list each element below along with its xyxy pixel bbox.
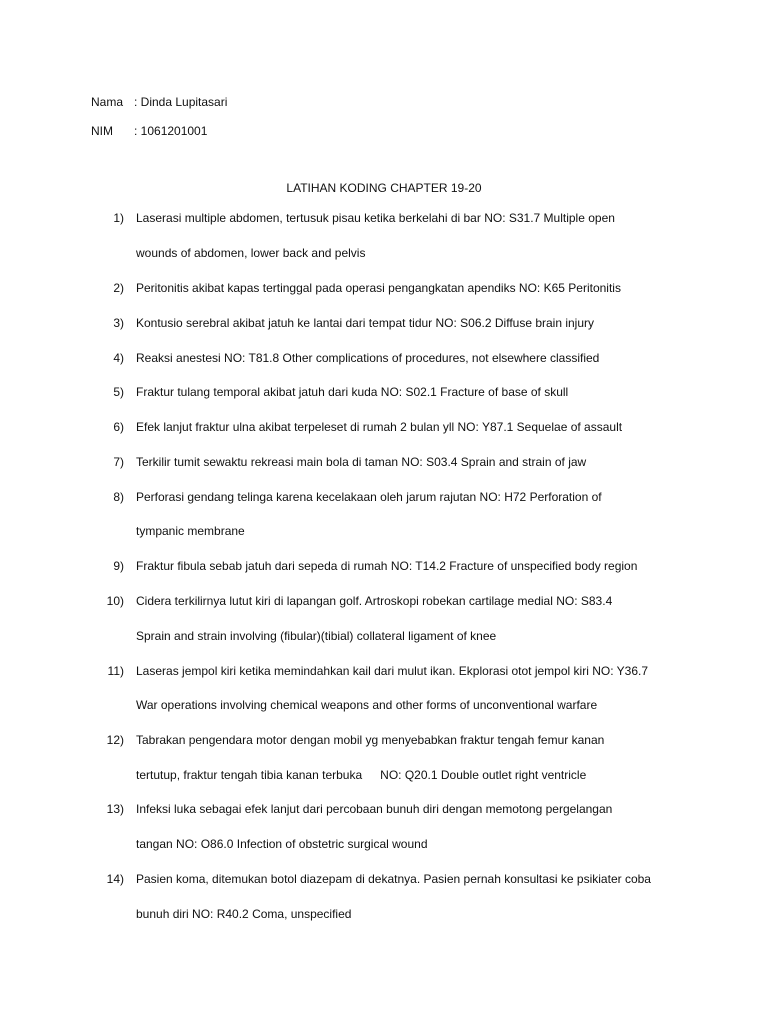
item-number: 14) — [106, 872, 124, 886]
item-text: Peritonitis akibat kapas tertinggal pada operasi pengangkatan apendiks NO: K65 Peritonitis — [136, 281, 621, 295]
item-number: 10) — [106, 594, 124, 608]
item-text: Laseras jempol kiri ketika memindahkan kail dari mulut ikan. Ekplorasi otot jempol kiri NO: Y36.7 — [136, 664, 648, 678]
item-text: Perforasi gendang telinga karena kecelakaan oleh jarum rajutan NO: H72 Perforation of — [136, 490, 602, 504]
item-number: 7) — [113, 455, 124, 469]
item-text-continued: tangan NO: O86.0 Infection of obstetric surgical wound — [136, 837, 428, 851]
item-text-continued — [136, 767, 586, 783]
nim-value: : 1061201001 — [134, 124, 208, 138]
item-text-continued: bunuh diri NO: R40.2 Coma, unspecified — [136, 907, 352, 921]
item-text: Tabrakan pengendara motor dengan mobil yg menyebabkan fraktur tengah femur kanan — [136, 733, 605, 747]
name-label: Nama — [91, 95, 124, 109]
item-number: 8) — [113, 490, 124, 504]
item-number: 12) — [106, 733, 124, 747]
item-number: 11) — [107, 664, 124, 678]
nim-label: NIM — [91, 124, 113, 138]
item-number: 6) — [113, 420, 124, 434]
item-text-continued: wounds of abdomen, lower back and pelvis — [136, 246, 366, 260]
item-text: Kontusio serebral akibat jatuh ke lantai dari tempat tidur NO: S06.2 Diffuse brain injury — [136, 316, 595, 330]
item-number: 13) — [106, 802, 124, 816]
item-text: Reaksi anestesi NO: T81.8 Other complications of procedures, not elsewhere classified — [136, 351, 600, 365]
name-value: : Dinda Lupitasari — [134, 95, 228, 109]
item-code-part: NO: Q20.1 Double outlet right ventricle — [380, 768, 587, 782]
item-text-continued: War operations involving chemical weapons and other forms of unconventional warfare — [136, 698, 598, 712]
item-text: Fraktur fibula sebab jatuh dari sepeda di rumah NO: T14.2 Fracture of unspecified body region — [136, 559, 638, 573]
item-text: Terkilir tumit sewaktu rekreasi main bola di taman NO: S03.4 Sprain and strain of jaw — [136, 455, 587, 469]
item-text: Infeksi luka sebagai efek lanjut dari percobaan bunuh diri dengan memotong pergelangan — [136, 802, 613, 816]
item-number: 4) — [113, 351, 124, 365]
item-text: Fraktur tulang temporal akibat jatuh dari kuda NO: S02.1 Fracture of base of skull — [136, 385, 569, 399]
item-text-continued: tympanic membrane — [136, 524, 245, 538]
item-text: Cidera terkilirnya lutut kiri di lapangan golf. Artroskopi robekan cartilage medial NO: S83.4 — [136, 594, 613, 608]
item-number: 9) — [113, 559, 124, 573]
item-text: Efek lanjut fraktur ulna akibat terpeleset di rumah 2 bulan yll NO: Y87.1 Sequelae of assault — [136, 420, 623, 434]
item-number: 3) — [113, 316, 124, 330]
item-text-continued: Sprain and strain involving (fibular)(tibial) collateral ligament of knee — [136, 629, 497, 643]
item-number: 1) — [113, 211, 124, 225]
item-number: 5) — [113, 385, 124, 399]
item-text-part: tertutup, fraktur tengah tibia kanan terbuka — [136, 768, 363, 782]
item-text: Pasien koma, ditemukan botol diazepam di dekatnya. Pasien pernah konsultasi ke psikiater coba — [136, 872, 651, 886]
item-text: Laserasi multiple abdomen, tertusuk pisau ketika berkelahi di bar NO: S31.7 Multiple open — [136, 211, 615, 225]
item-number: 2) — [113, 281, 124, 295]
document-title: LATIHAN KODING CHAPTER 19-20 — [286, 181, 482, 195]
